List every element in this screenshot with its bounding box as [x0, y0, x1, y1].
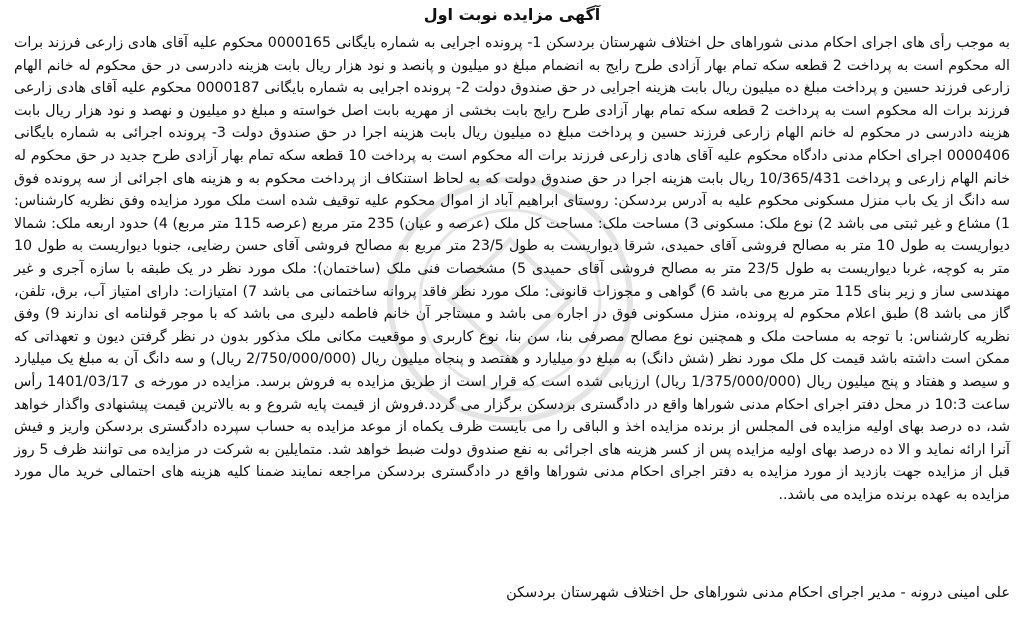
notice-body: به موجب رأی های اجرای احکام مدنی شوراهای حل اختلاف شهرستان بردسکن 1- پرونده اجرایی به شماره بایگانی 0000165 محکوم علیه آقای هادی زارعی فرزند برات اله محکوم است به پرداخت 2 قطعه سکه تمام بهار آزادی طرح رایج به انضمام مبلغ دو میلیون و پانصد و نود هزار ریال بابت هزینه دادرسی در حق محکوم له خانم الهام زارعی فرزند حسین و پرداخت مبلغ ده میلیون ریال بابت هزینه اجرایی در حق صندوق دولت 2- پرونده اجرایی به شماره بایگانی 0000187 محکوم علیه آقای هادی زارعی فرزند برات اله محکوم است به پرداخت 2 قطعه سکه تمام بهار آزادی طرح رایج بابت بخشی از مهریه بابت اصل خواسته و مبلغ دو میلیون و نهصد و نود هزار ریال بابت هزینه دادرسی در محکوم له خانم الهام زارعی فرزند حسین و پرداخت مبلغ ده میلیون ریال بابت هزینه اجرا در حق صندوق دولت 3- پرونده اجرائی به شماره بایگانی 0000406 اجرای احکام مدنی دادگاه محکوم علیه آقای هادی زارعی فرزند برات اله محکوم است به پرداخت 10 قطعه سکه تمام بهار آزادی طرح جدید در حق محکوم له خانم الهام زارعی و پرداخت 10/365/431 ریال بابت هزینه اجرا در حق صندوق دولت که به لحاظ استنکاف از پرداخت محکوم به و هزینه های اجرائی از سه پرونده فوق سه دانگ از یک باب منزل مسکونی محکوم علیه به آدرس بردسکن: روستای ابراهیم آباد از اموال محکوم علیه توقیف شده است ملک مورد مزایده وفق نظریه کارشناس: 1) مشاع و غیر ثبتی می باشد 2) نوع ملک: مسکونی 3) مساحت ملک: مساحت کل ملک (عرصه و عیان) 235 متر مربع (عرصه 115 متر مربع) 4) حدود اربعه ملک: شمالا دیواریست به طول 10 متر به مصالح فروشی آقای حمیدی، شرقا دیواریست به طول 23/5 متر مربع به مصالح فروشی آقای حسن رضایی، جنوبا دیواریست به طول 10 متر به کوچه، غربا دیواریست به طول 23/5 متر به مصالح فروشی آقای حمیدی 5) مشخصات فنی ملک (ساختمان): ملک مورد نظر در یک طبقه با سازه آجری و غیر مهندسی ساز و زیر بنای 115 متر مربع می باشد 6) گواهی و مجوزات قانونی: ملک مورد نظر فاقد پروانه ساختمانی می باشد 7) امتیازات: دارای امتیاز آب، برق، تلفن، گاز می باشد 8) طبق اعلام محکوم له پرونده، منزل مسکونی فوق در اجاره می باشد و مستاجر آن خانم فاطمه دلیری می باشد که با موجر قولنامه ای ندارند 9) وفق نظریه کارشناس: با توجه به مساحت ملک و همچنین نوع مصالح مصرفی بنا، سن بنا، نوع کاربری و موقعیت مکانی ملک مذکور بدون در نظر گرفتن دیون و تعهداتی که ممکن است داشته باشد قیمت کل ملک مورد نظر (شش دانگ) به مبلغ دو میلیارد و هفتصد و پنجاه میلیون ریال (2/750/000/000 ریال) و سه دانگ آن به مبلغ یک میلیارد و سیصد و هفتاد و پنج میلیون ریال (1/375/000/000 ریال) ارزیابی شده است که قرار است از طریق مزایده به فروش برسد. مزایده در مورخه ی 1401/03/17 رأس ساعت 10:3 در محل دفتر اجرای احکام مدنی شوراها واقع در دادگستری بردسکن برگزار می گردد.فروش از قیمت پایه شروع و به بالاترین قیمت پیشنهادی واگذار خواهد شد، ده درصد بهای اولیه مزایده فی المجلس از برنده مزایده اخذ و الباقی را می بایست ظرف یکماه از موعد مزایده به حساب سپرده دادگستری بردسکن واریز و فیش آنرا ارائه نماید و الا ده درصد بهای اولیه مزایده پس از کسر هزینه های اجرائی به نفع صندوق دولت ضبط خواهد شد. متمایلین به شرکت در مزایده می توانند ظرف 5 روز قبل از مزایده جهت بازدید از مورد مزایده به دفتر اجرای احکام مدنی شوراها واقع در دادگستری بردسکن مراجعه نمایند ضمنا کلیه هزینه های احتمالی خرید مال مورد مزایده به عهده برنده مزایده می باشد..: [14, 35, 1011, 503]
signature-line: علی امینی درونه - مدیر اجرای احکام مدنی شوراهای حل اختلاف شهرستان بردسکن: [506, 585, 1010, 601]
notice-title: آگهی مزایده نوبت اول: [423, 5, 601, 24]
